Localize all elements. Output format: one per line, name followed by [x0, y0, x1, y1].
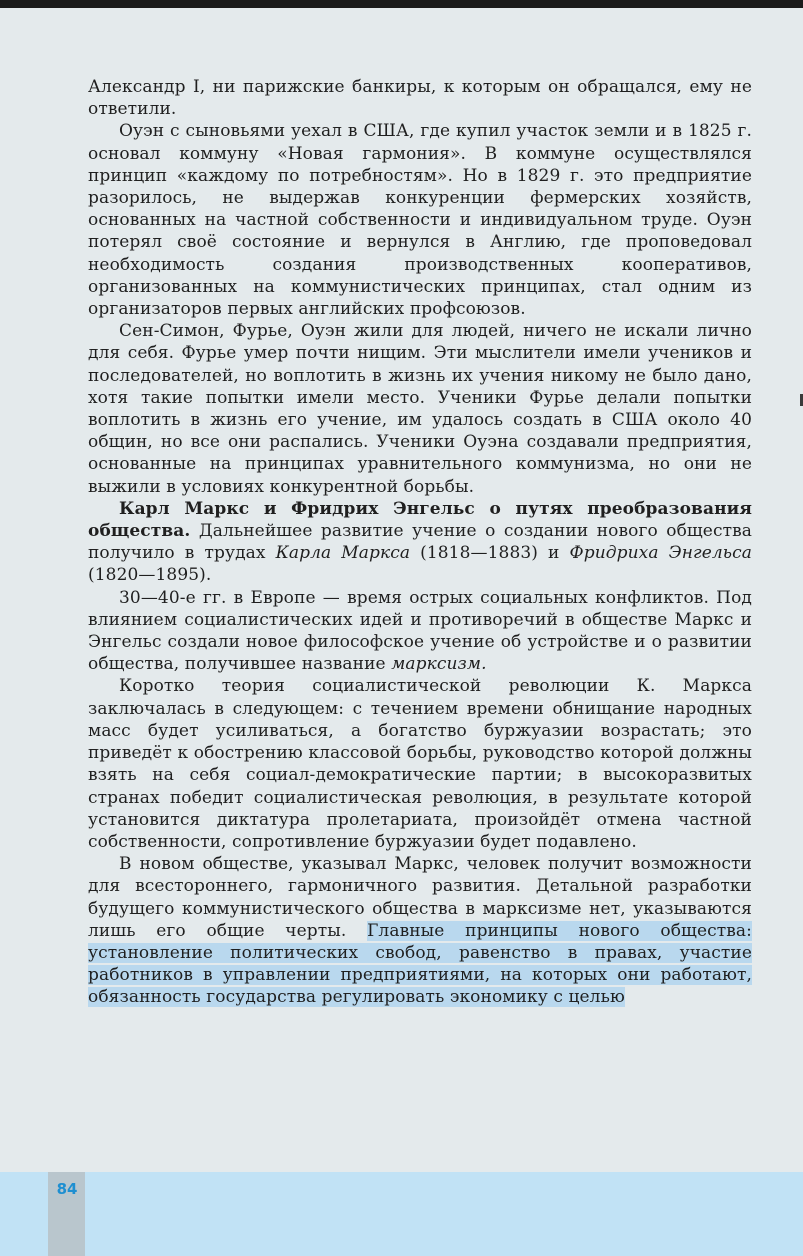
paragraph-4-text-a: Дальнейшее развитие учение о создании нового общества получило в трудах — [88, 521, 752, 564]
name-marx: Карла Маркса — [275, 543, 411, 564]
paragraph-7-text-a: В новом обществе, указывал Маркс, человек получит возможности для всестороннего, гармоничного развития. Детальной разработки будущего коммунистического общества в марксизме нет, указываются лишь его общие черты. — [88, 854, 752, 941]
paragraph-1: Александр I, ни парижские банкиры, к которым он обращался, ему не ответили. — [88, 77, 752, 120]
footer-band — [0, 1172, 803, 1256]
term-marxism: марксизм. — [391, 654, 487, 675]
paragraph-4-text-b: (1818—1883) и — [410, 543, 570, 564]
paragraph-3: Сен-Симон, Фурье, Оуэн жили для людей, ничего не искали лично для себя. Фурье умер почти нищим. Эти мыслители имели учеников и последователей, но воплотить в жизнь их учения никому не было дано, хотя такие попытки имели место. Ученики Фурье делали попытки воплотить в жизнь его учение, им удалось создать в США около 40 общин, но все они распались. Ученики Оуэна создавали предприятия, основанные на принципах уравнительного коммунизма, но они не выжили в условиях конкурентной борьбы. — [88, 321, 752, 497]
section-heading: Карл Маркс и Фридрих Энгельс о путях преобразования общества. — [88, 498, 752, 542]
page-number: 84 — [56, 1180, 78, 1198]
name-engels: Фридриха Энгельса — [569, 543, 752, 564]
paragraph-5 — [88, 587, 752, 676]
paragraph-7 — [88, 853, 752, 1008]
paragraph-6: Коротко теория социалистической революции К. Маркса заключалась в следующем: с течением времени обнищание народных масс будет усиливаться, а богатство буржуазии возрастать; это приведёт к обострению классовой борьбы, руководство которой должны взять на себя социал-демократические партии; в высокоразвитых странах победит социалистическая революция, в результате которой установится диктатура пролетариата, произойдёт отмена частной собственности, сопротивление буржуазии будет подавлено. — [88, 676, 752, 852]
paragraph-2: Оуэн с сыновьями уехал в США, где купил участок земли и в 1825 г. основал коммуну «Новая гармония». В коммуне осуществлялся принцип «каждому по потребностям». Но в 1829 г. это предприятие разорилось, не выдержав конкуренции фермерских хозяйств, основанных на частной собственности и индивидуальном труде. Оуэн потерял своё состояние и вернулся в Англию, где проповедовал необходимость создания производственных кооперативов, организованных на коммунистических принципах, стал одним из организаторов первых английских профсоюзов. — [88, 121, 752, 320]
highlighted-text: Главные принципы нового общества: установление политических свобод, равенство в правах, участие работников в управлении предприятиями, на которых они работают, обязанность государства регулировать экономику с целью — [88, 920, 752, 1008]
scan-top-edge — [0, 0, 803, 8]
body-text — [88, 76, 752, 1009]
paragraph-5-text-a: 30—40-е гг. в Европе — время острых социальных конфликтов. Под влиянием социалистических идей и противоречий в обществе Маркс и Энгельс создали новое философское учение об устройстве и о развитии общества, получившее название — [88, 587, 752, 675]
paragraph-4 — [88, 498, 752, 587]
paragraph-4-text-c: (1820—1895). — [88, 565, 212, 586]
